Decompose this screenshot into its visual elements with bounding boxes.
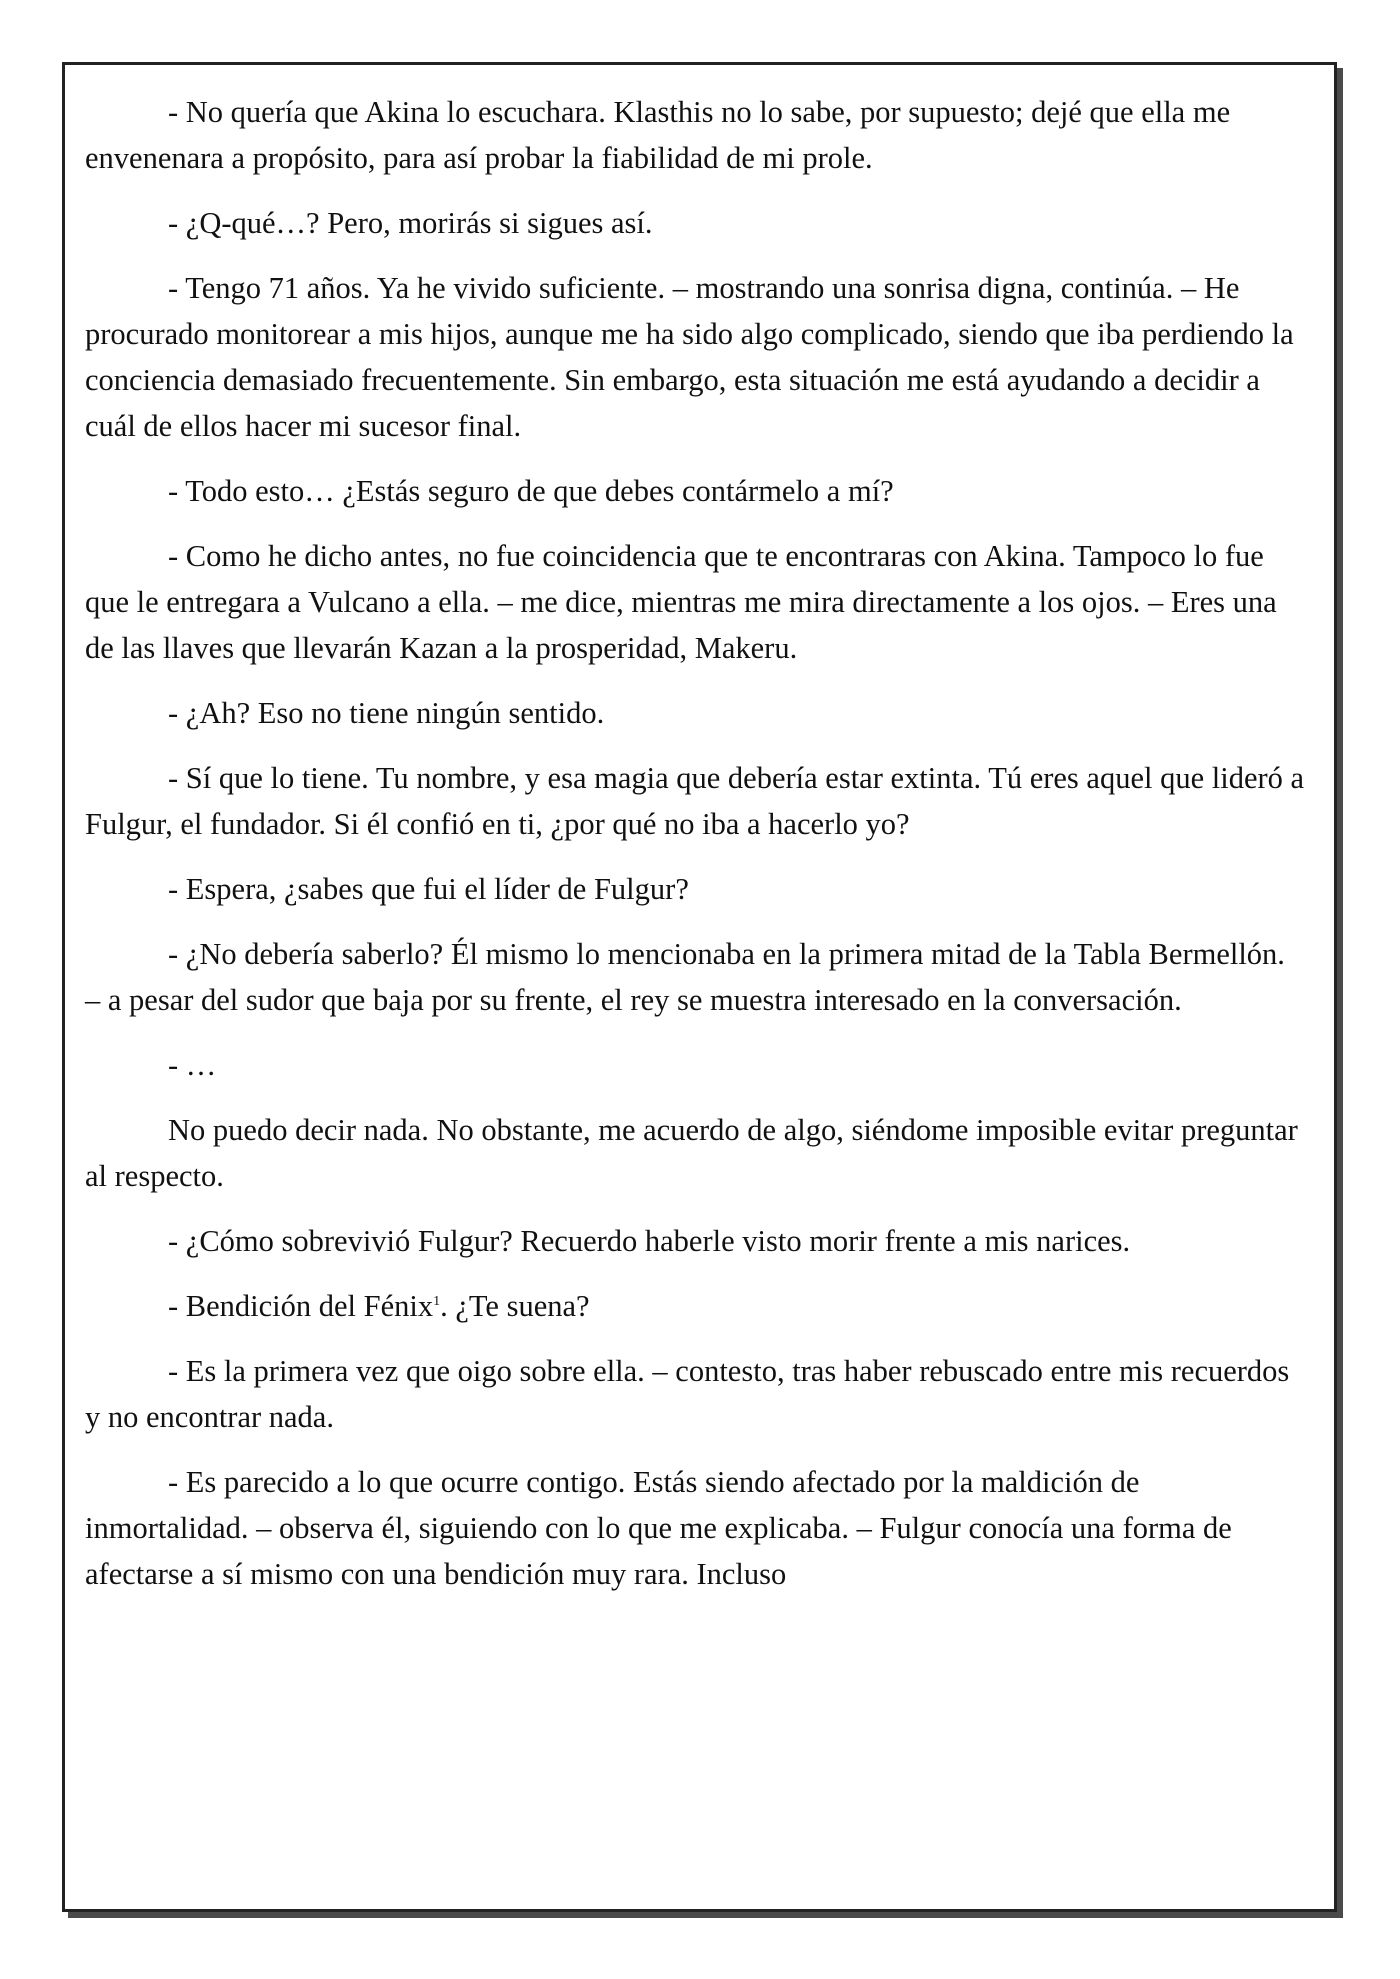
paragraph: - ¿No debería saberlo? Él mismo lo mencionaba en la primera mitad de la Tabla Bermellón. – a pesar del sudor que baja por su frente, el rey se muestra interesado en la conversación. [85,937,1285,1017]
paragraph: - Sí que lo tiene. Tu nombre, y esa magia que debería estar extinta. Tú eres aquel que lideró a Fulgur, el fundador. Si él confió en ti, ¿por qué no iba a hacerlo yo? [85,761,1305,841]
paragraph: - … [168,1048,217,1082]
paragraph: - ¿Ah? Eso no tiene ningún sentido. [168,696,605,730]
paragraph-text: . ¿Te suena? [440,1289,590,1323]
document-body [85,89,1306,1597]
paragraph: - ¿Q-qué…? Pero, morirás si sigues así. [168,206,653,240]
paragraph-text: - Bendición del Fénix [168,1289,434,1323]
paragraph: - Espera, ¿sabes que fui el líder de Fulgur? [168,872,689,906]
paragraph-with-footnote [85,1283,1306,1329]
paragraph: - Es parecido a lo que ocurre contigo. Estás siendo afectado por la maldición de inmortalidad. – observa él, siguiendo con lo que me explicaba. – Fulgur conocía una forma de afectarse a sí mismo con una bendición muy rara. Incluso [85,1465,1232,1591]
page-frame [62,62,1337,1912]
paragraph: - Como he dicho antes, no fue coincidencia que te encontraras con Akina. Tampoco lo fue que le entregara a Vulcano a ella. – me dice, mientras me mira directamente a los ojos. – Eres una de las llaves que llevarán Kazan a la prosperidad, Makeru. [85,539,1277,665]
paragraph: - Todo esto… ¿Estás seguro de que debes contármelo a mí? [168,474,894,508]
footnote-mark[interactable]: 1 [433,1293,441,1309]
paragraph: - ¿Cómo sobrevivió Fulgur? Recuerdo haberle visto morir frente a mis narices. [168,1224,1131,1258]
paragraph: - Tengo 71 años. Ya he vivido suficiente. – mostrando una sonrisa digna, continúa. – He procurado monitorear a mis hijos, aunque me ha sido algo complicado, siendo que iba perdiendo la conciencia demasiado frecuentemente. Sin embargo, esta situación me está ayudando a decidir a cuál de ellos hacer mi sucesor final. [85,271,1294,443]
paragraph: No puedo decir nada. No obstante, me acuerdo de algo, siéndome imposible evitar preguntar al respecto. [85,1113,1298,1193]
paragraph: - No quería que Akina lo escuchara. Klasthis no lo sabe, por supuesto; dejé que ella me envenenara a propósito, para así probar la fiabilidad de mi prole. [85,95,1231,175]
paragraph: - Es la primera vez que oigo sobre ella. – contesto, tras haber rebuscado entre mis recuerdos y no encontrar nada. [85,1354,1290,1434]
